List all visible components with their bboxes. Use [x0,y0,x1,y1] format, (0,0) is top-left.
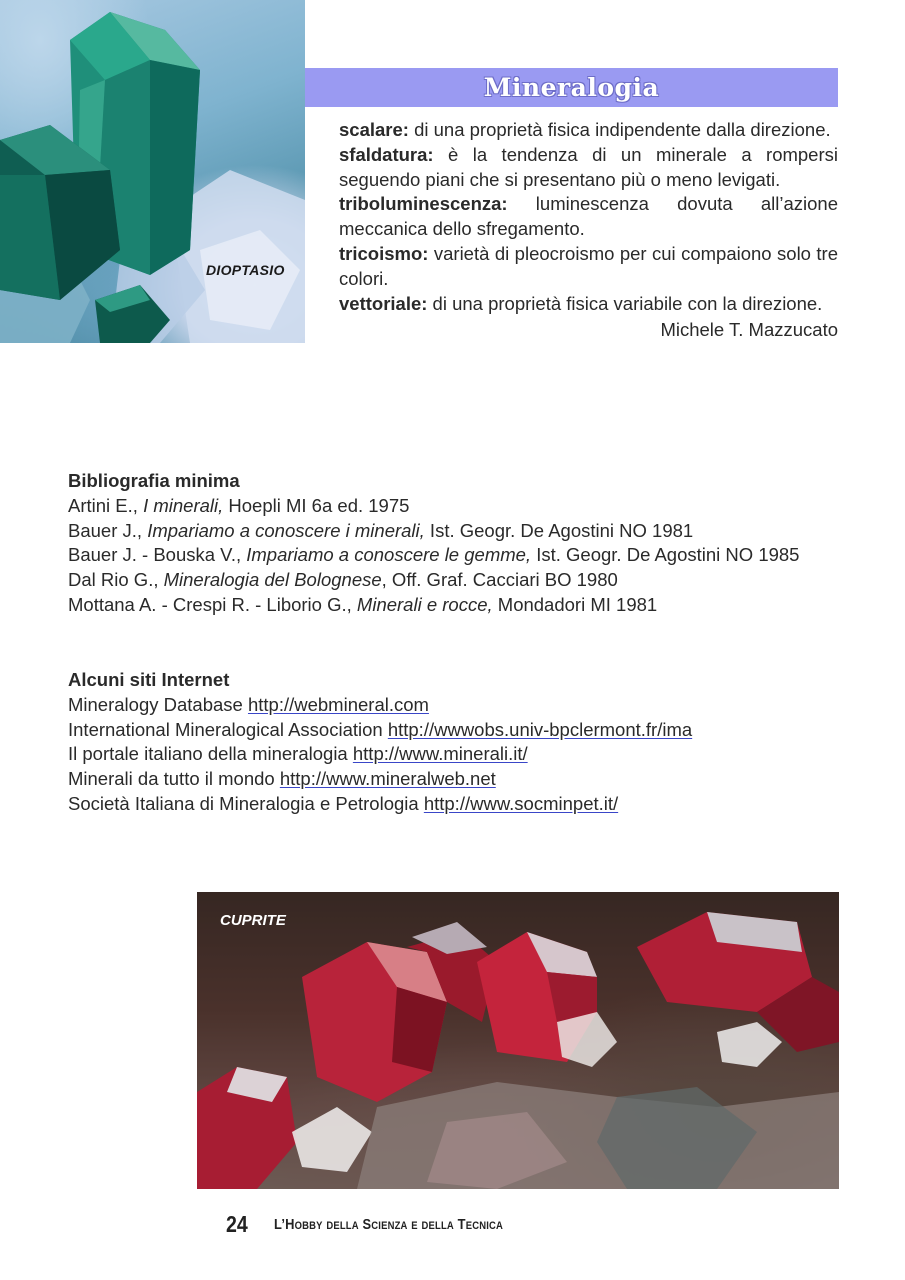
website-link[interactable]: http://www.socminpet.it/ [423,792,619,814]
website-label: Mineralogy Database [68,693,248,715]
bib-title: Mineralogia del Bolognese [163,569,382,591]
bibliography-heading: Bibliografia minima [68,470,240,491]
cuprite-caption: CUPRITE [220,912,286,929]
website-link[interactable]: http://www.minerali.it/ [352,743,528,765]
glossary-term: scalare: [339,119,409,140]
glossary-entry [339,118,838,143]
bibliography [68,469,839,618]
website-entry [68,767,839,792]
website-label: Il portale italiano della mineralogia [68,743,353,765]
bibliography-entry [68,543,839,568]
bibliography-entry [68,593,839,618]
bib-author: Bauer J. - Bouska V., [68,544,247,566]
glossary-definition: di una proprietà fisica indipendente dalla direzione. [408,119,831,140]
bib-author: Artini E., [68,494,144,516]
bib-title: Minerali e rocce, [356,593,493,615]
bib-title: Impariamo a conoscere i minerali, [147,519,425,541]
bib-publisher: , Off. Graf. Cacciari BO 1980 [381,569,618,591]
website-link[interactable]: http://webmineral.com [247,693,429,715]
section-header [305,68,838,107]
glossary-entry [339,143,838,193]
glossary-entry [339,242,838,292]
glossary-term: tricoismo: [339,242,429,264]
bibliography-entry [68,568,839,593]
bib-title: I minerali, [143,494,224,516]
glossary-definition: varietà di pleocroismo per cui compaiono solo tre colori. [339,242,838,289]
bib-publisher: Hoepli MI 6a ed. 1975 [223,494,410,516]
glossary-term: vettoriale: [339,292,428,314]
website-link[interactable]: http://wwwobs.univ-bpclermont.fr/ima [387,718,693,740]
website-label: Minerali da tutto il mondo [68,768,280,790]
glossary-term: triboluminescenza: [339,193,508,215]
website-link[interactable]: http://www.mineralweb.net [279,768,496,790]
bib-publisher: Mondadori MI 1981 [492,593,658,615]
website-label: International Mineralogical Association [68,718,388,740]
website-entry [68,718,839,743]
dioptasio-crystals-illustration [0,0,305,343]
bib-author: Bauer J., [68,519,148,541]
glossary-definition: luminescenza dovuta all’azione meccanica dello sfregamento. [339,193,838,240]
cuprite-crystals-illustration [197,892,839,1189]
bibliography-entry [68,519,839,544]
bibliography-entry [68,494,839,519]
website-entry [68,792,839,817]
websites-list [68,668,839,817]
journal-title: L’Hobby della Scienza e della Tecnica [274,1216,504,1233]
dioptasio-photo [0,0,305,343]
websites-heading: Alcuni siti Internet [68,669,230,690]
glossary-definition: è la tendenza di un minerale a rompersi seguendo piani che si presentano più o meno levigati. [339,143,838,190]
section-title: Mineralogia [483,73,660,102]
glossary-entry [339,192,838,242]
glossary-term: sfaldatura: [339,143,434,165]
glossary-definition: di una proprietà fisica variabile con la direzione. [427,292,823,314]
bib-title: Impariamo a conoscere le gemme, [246,544,532,566]
cuprite-photo [197,892,839,1189]
page-number: 24 [226,1211,248,1237]
author-signature: Michele T. Mazzucato [660,319,838,341]
website-label: Società Italiana di Mineralogia e Petrologia [68,792,424,814]
bib-publisher: Ist. Geogr. De Agostini NO 1981 [424,519,694,541]
website-entry [68,742,839,767]
bib-publisher: Ist. Geogr. De Agostini NO 1985 [531,544,800,566]
bib-author: Mottana A. - Crespi R. - Liborio G., [68,593,357,615]
bib-author: Dal Rio G., [68,569,164,591]
dioptasio-caption: DIOPTASIO [206,262,285,278]
website-entry [68,693,839,718]
glossary [339,118,838,343]
glossary-entry [339,292,838,317]
